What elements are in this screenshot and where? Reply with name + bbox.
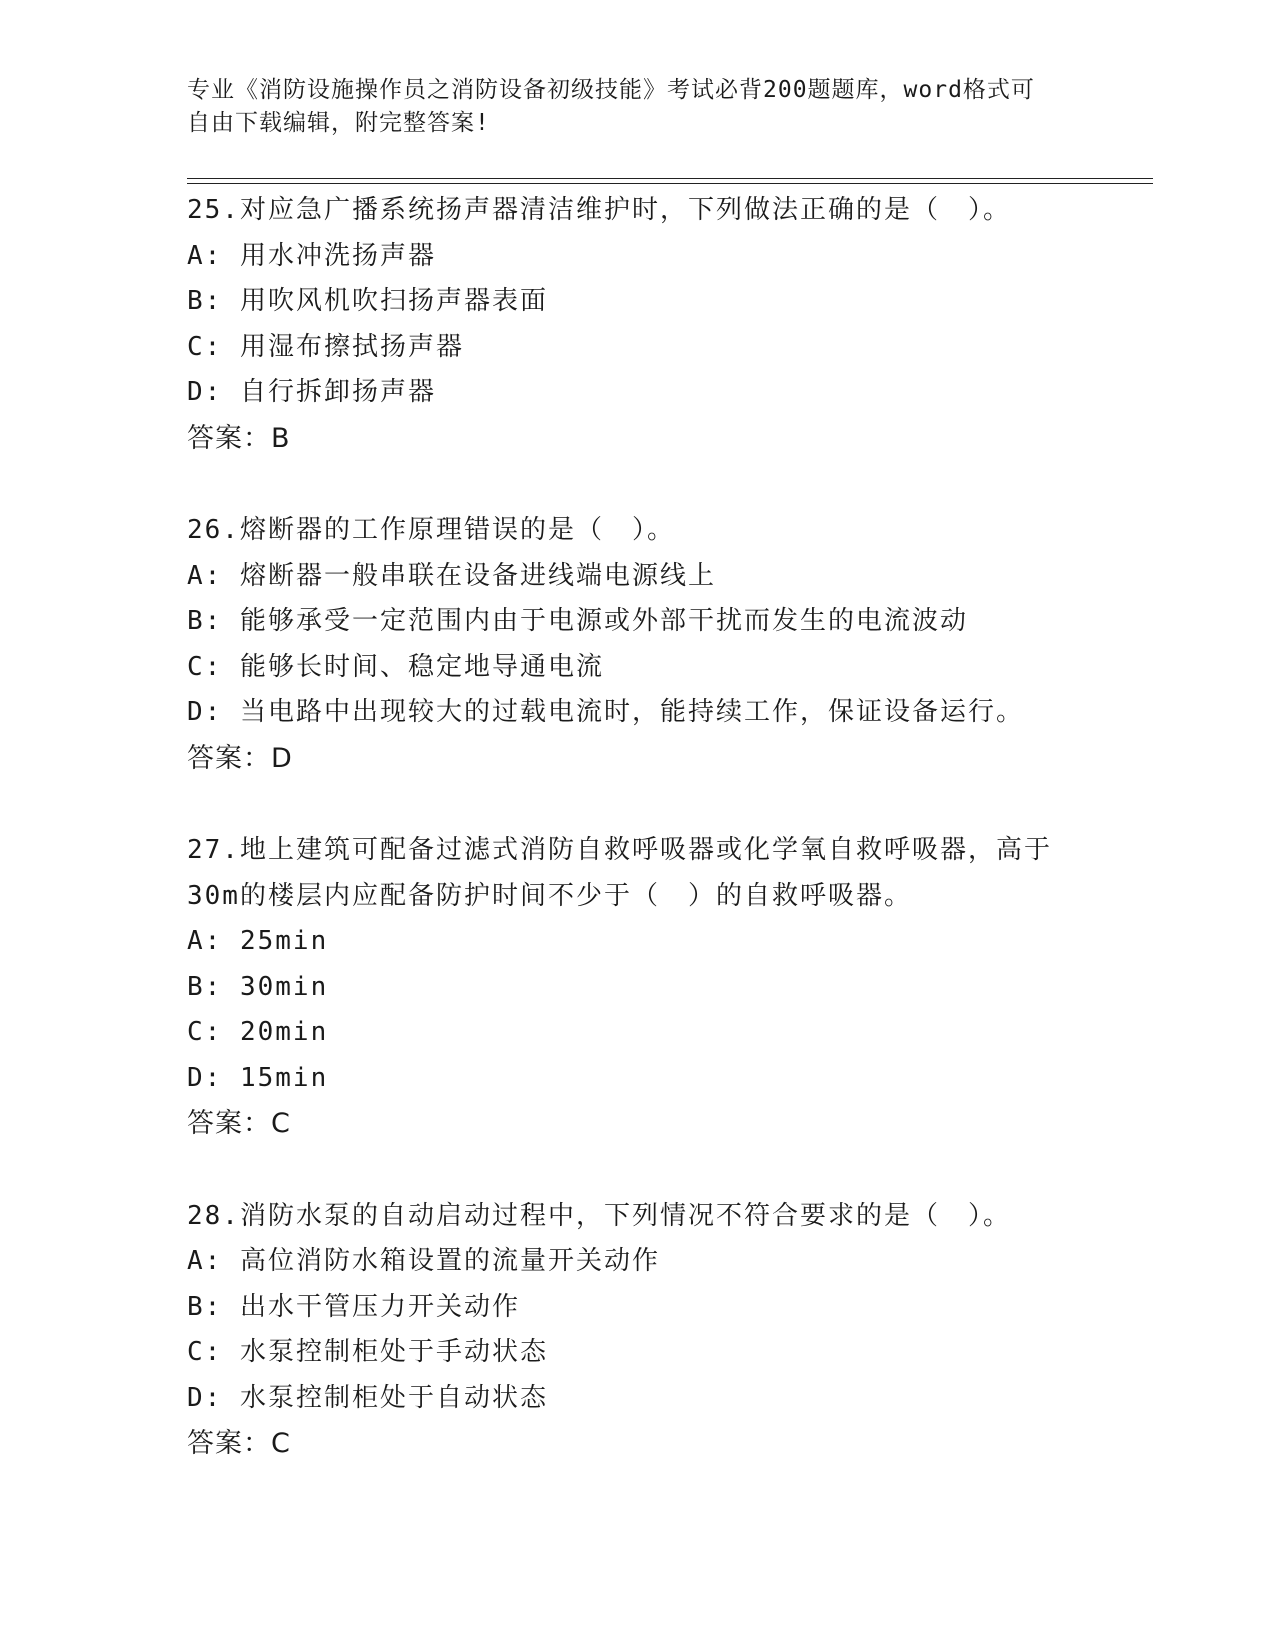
answer-value: C	[271, 1428, 291, 1459]
option-b: B: 出水干管压力开关动作	[187, 1291, 520, 1322]
answer-line	[187, 416, 1087, 462]
option-c: C: 用湿布擦拭扬声器	[187, 331, 464, 362]
option-a: A: 熔断器一般串联在设备进线端电源线上	[187, 560, 716, 591]
answer-value: D	[271, 742, 293, 774]
option-c: C: 能够长时间、稳定地导通电流	[187, 651, 604, 682]
option-a: A: 高位消防水箱设置的流量开关动作	[187, 1246, 660, 1276]
answer-line	[187, 1421, 1087, 1467]
answer-line	[187, 1101, 1087, 1147]
answer-label: 答案：	[187, 1428, 271, 1459]
question-list	[187, 188, 1087, 1514]
option-c: C: 20min	[187, 1017, 329, 1047]
option-b: B: 用吹风机吹扫扬声器表面	[187, 286, 548, 316]
header-line-2: 自由下载编辑，附完整答案!	[187, 110, 490, 136]
option-d: D: 15min	[187, 1062, 329, 1093]
option-d: D: 自行拆卸扬声器	[187, 377, 436, 407]
option-b: B: 30min	[187, 971, 329, 1002]
question-26	[187, 508, 1087, 781]
option-d: D: 水泵控制柜处于自动状态	[187, 1382, 548, 1413]
answer-value: C	[271, 1108, 291, 1139]
option-c: C: 水泵控制柜处于手动状态	[187, 1337, 548, 1367]
option-b: B: 能够承受一定范围内由于电源或外部干扰而发生的电流波动	[187, 606, 968, 636]
header-divider-top	[187, 178, 1153, 179]
answer-value: B	[271, 422, 291, 454]
option-a: A: 25min	[187, 926, 329, 956]
header-line-1: 专业《消防设施操作员之消防设备初级技能》考试必背200题题库，word格式可	[187, 77, 1035, 103]
option-d: D: 当电路中出现较大的过载电流时，能持续工作，保证设备运行。	[187, 697, 1024, 727]
question-stem: 28.消防水泵的自动启动过程中，下列情况不符合要求的是（ ）。	[187, 1200, 1011, 1231]
answer-label: 答案：	[187, 1108, 271, 1139]
option-a: A: 用水冲洗扬声器	[187, 240, 436, 271]
document-header	[187, 74, 1067, 140]
question-stem: 26.熔断器的工作原理错误的是（ ）。	[187, 515, 675, 545]
question-stem: 27.地上建筑可配备过滤式消防自救呼吸器或化学氧自救呼吸器，高于	[187, 835, 1052, 865]
question-stem: 25.对应急广播系统扬声器清洁维护时，下列做法正确的是（ ）。	[187, 195, 1011, 225]
header-divider-bottom	[187, 183, 1153, 184]
question-stem-continued: 30m的楼层内应配备防护时间不少于（ ）的自救呼吸器。	[187, 880, 912, 911]
question-28	[187, 1194, 1087, 1467]
question-27	[187, 828, 1087, 1147]
answer-label: 答案：	[187, 422, 271, 454]
question-25	[187, 188, 1087, 461]
answer-line	[187, 736, 1087, 782]
answer-label: 答案：	[187, 742, 271, 774]
